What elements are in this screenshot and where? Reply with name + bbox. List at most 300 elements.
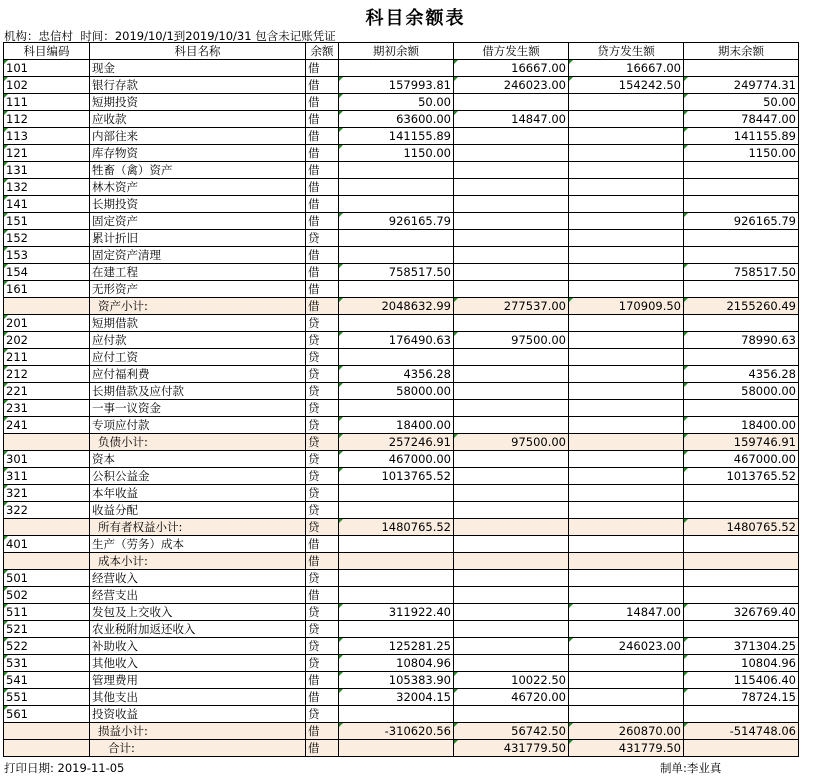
cell-code: 161 [4, 281, 90, 298]
cell-opening: 467000.00 [339, 451, 454, 468]
balance-table [3, 42, 799, 757]
cell-opening [339, 162, 454, 179]
cell-name: 应付工资 [90, 349, 306, 366]
table-row [4, 213, 799, 230]
cell-opening [339, 349, 454, 366]
cell-code: 211 [4, 349, 90, 366]
cell-name: 投资收益 [90, 706, 306, 723]
cell-closing [684, 570, 799, 587]
cell-name: 银行存款 [90, 77, 306, 94]
cell-direction: 借 [306, 740, 339, 757]
cell-debit [454, 128, 569, 145]
table-row [4, 383, 799, 400]
table-row [4, 621, 799, 638]
cell-debit: 16667.00 [454, 60, 569, 77]
cell-debit [454, 247, 569, 264]
cell-opening [339, 196, 454, 213]
cell-opening: 4356.28 [339, 366, 454, 383]
cell-credit [569, 281, 684, 298]
print-date [4, 760, 124, 776]
cell-name: 应收款 [90, 111, 306, 128]
table-row [4, 77, 799, 94]
cell-credit: 260870.00 [569, 723, 684, 740]
table-row [4, 400, 799, 417]
cell-opening: 32004.15 [339, 689, 454, 706]
cell-credit [569, 162, 684, 179]
cell-code: 322 [4, 502, 90, 519]
table-row [4, 655, 799, 672]
cell-closing [684, 587, 799, 604]
cell-direction: 借 [306, 213, 339, 230]
cell-code: 561 [4, 706, 90, 723]
cell-opening: 141155.89 [339, 128, 454, 145]
cell-debit: 46720.00 [454, 689, 569, 706]
cell-direction: 借 [306, 179, 339, 196]
cell-code: 132 [4, 179, 90, 196]
cell-debit [454, 706, 569, 723]
cell-code [4, 519, 90, 536]
cell-name: 在建工程 [90, 264, 306, 281]
table-row [4, 196, 799, 213]
table-row [4, 672, 799, 689]
cell-credit [569, 332, 684, 349]
org-value: 忠信村 [38, 29, 73, 43]
cell-closing: 10804.96 [684, 655, 799, 672]
table-row [4, 264, 799, 281]
cell-code: 212 [4, 366, 90, 383]
cell-debit: 97500.00 [454, 332, 569, 349]
cell-credit [569, 315, 684, 332]
cell-direction: 贷 [306, 383, 339, 400]
cell-name: 现金 [90, 60, 306, 77]
cell-name: 成本小计: [90, 553, 306, 570]
cell-credit [569, 451, 684, 468]
cell-closing [684, 162, 799, 179]
cell-opening [339, 536, 454, 553]
cell-closing: 926165.79 [684, 213, 799, 230]
cell-code: 141 [4, 196, 90, 213]
cell-opening [339, 247, 454, 264]
cell-name: 固定资产 [90, 213, 306, 230]
cell-name: 专项应付款 [90, 417, 306, 434]
cell-closing: 4356.28 [684, 366, 799, 383]
table-row [4, 706, 799, 723]
cell-closing: 758517.50 [684, 264, 799, 281]
cell-closing [684, 230, 799, 247]
cell-opening: 1013765.52 [339, 468, 454, 485]
cell-code [4, 553, 90, 570]
table-row [4, 230, 799, 247]
cell-opening: 758517.50 [339, 264, 454, 281]
cell-closing: 326769.40 [684, 604, 799, 621]
cell-name: 负债小计: [90, 434, 306, 451]
cell-credit [569, 383, 684, 400]
cell-code: 111 [4, 94, 90, 111]
cell-credit [569, 247, 684, 264]
cell-code: 231 [4, 400, 90, 417]
cell-debit [454, 196, 569, 213]
cell-debit: 277537.00 [454, 298, 569, 315]
cell-name: 短期借款 [90, 315, 306, 332]
cell-name: 短期投资 [90, 94, 306, 111]
cell-closing [684, 247, 799, 264]
cell-closing: 141155.89 [684, 128, 799, 145]
cell-credit: 170909.50 [569, 298, 684, 315]
cell-credit: 16667.00 [569, 60, 684, 77]
table-row [4, 587, 799, 604]
col-header-direction: 余额 [306, 43, 339, 60]
maker-label: 制单: [660, 761, 687, 775]
cell-closing [684, 740, 799, 757]
cell-credit [569, 179, 684, 196]
cell-code [4, 434, 90, 451]
cell-credit: 14847.00 [569, 604, 684, 621]
cell-opening: 926165.79 [339, 213, 454, 230]
cell-direction: 贷 [306, 230, 339, 247]
cell-debit [454, 604, 569, 621]
cell-closing: 78447.00 [684, 111, 799, 128]
cell-opening [339, 553, 454, 570]
cell-closing: 249774.31 [684, 77, 799, 94]
cell-code: 501 [4, 570, 90, 587]
cell-credit: 431779.50 [569, 740, 684, 757]
col-header-opening: 期初余额 [339, 43, 454, 60]
table-row [4, 417, 799, 434]
cell-opening: 10804.96 [339, 655, 454, 672]
cell-credit [569, 94, 684, 111]
table-row [4, 366, 799, 383]
cell-direction: 贷 [306, 468, 339, 485]
cell-closing [684, 196, 799, 213]
cell-credit [569, 485, 684, 502]
cell-closing [684, 349, 799, 366]
cell-code: 201 [4, 315, 90, 332]
cell-direction: 贷 [306, 366, 339, 383]
cell-name: 收益分配 [90, 502, 306, 519]
cell-code [4, 298, 90, 315]
table-body [4, 60, 799, 757]
table-row [4, 162, 799, 179]
period-value: 2019/10/1到2019/10/31 [114, 29, 252, 43]
cell-credit: 246023.00 [569, 638, 684, 655]
cell-closing: 1013765.52 [684, 468, 799, 485]
cell-name: 林木资产 [90, 179, 306, 196]
cell-name: 长期借款及应付款 [90, 383, 306, 400]
cell-debit: 97500.00 [454, 434, 569, 451]
cell-name: 其他收入 [90, 655, 306, 672]
cell-code: 154 [4, 264, 90, 281]
cell-debit [454, 485, 569, 502]
cell-code: 301 [4, 451, 90, 468]
cell-debit [454, 570, 569, 587]
cell-name: 公积公益金 [90, 468, 306, 485]
cell-closing [684, 281, 799, 298]
cell-opening [339, 740, 454, 757]
cell-direction: 贷 [306, 638, 339, 655]
cell-direction: 贷 [306, 621, 339, 638]
cell-direction: 贷 [306, 519, 339, 536]
cell-code: 202 [4, 332, 90, 349]
cell-direction: 借 [306, 689, 339, 706]
cell-debit [454, 400, 569, 417]
cell-closing [684, 60, 799, 77]
cell-credit [569, 689, 684, 706]
cell-debit: 56742.50 [454, 723, 569, 740]
cell-credit: 154242.50 [569, 77, 684, 94]
cell-direction: 借 [306, 536, 339, 553]
cell-debit [454, 621, 569, 638]
cell-credit [569, 553, 684, 570]
cell-direction: 借 [306, 94, 339, 111]
cell-closing: 50.00 [684, 94, 799, 111]
cell-name: 固定资产清理 [90, 247, 306, 264]
cell-name: 补助收入 [90, 638, 306, 655]
org-label: 机构： [4, 29, 39, 43]
cell-direction: 借 [306, 247, 339, 264]
cell-direction: 借 [306, 264, 339, 281]
cell-closing: 78724.15 [684, 689, 799, 706]
cell-code: 511 [4, 604, 90, 621]
cell-code: 321 [4, 485, 90, 502]
cell-debit [454, 145, 569, 162]
cell-name: 所有者权益小计: [90, 519, 306, 536]
cell-code: 102 [4, 77, 90, 94]
col-header-closing: 期末余额 [684, 43, 799, 60]
cell-credit [569, 349, 684, 366]
cell-credit [569, 417, 684, 434]
cell-direction: 借 [306, 111, 339, 128]
cell-direction: 贷 [306, 502, 339, 519]
cell-closing [684, 400, 799, 417]
cell-credit [569, 264, 684, 281]
cell-code: 131 [4, 162, 90, 179]
report-title: 科目余额表 [365, 8, 466, 29]
table-row [4, 604, 799, 621]
cell-direction: 贷 [306, 434, 339, 451]
cell-debit [454, 264, 569, 281]
subtotal-row [4, 434, 799, 451]
cell-code: 522 [4, 638, 90, 655]
table-row [4, 536, 799, 553]
print-date-value: 2019-11-05 [57, 761, 125, 775]
cell-opening: 125281.25 [339, 638, 454, 655]
cell-direction: 借 [306, 281, 339, 298]
cell-name: 本年收益 [90, 485, 306, 502]
cell-closing [684, 536, 799, 553]
cell-name: 经营支出 [90, 587, 306, 604]
cell-name: 生产（劳务）成本 [90, 536, 306, 553]
table-row [4, 502, 799, 519]
cell-debit [454, 519, 569, 536]
cell-opening [339, 502, 454, 519]
cell-direction: 贷 [306, 570, 339, 587]
cell-name: 其他支出 [90, 689, 306, 706]
cell-opening [339, 60, 454, 77]
cell-direction: 贷 [306, 349, 339, 366]
cell-debit [454, 94, 569, 111]
cell-code: 551 [4, 689, 90, 706]
cell-debit [454, 162, 569, 179]
cell-closing: 467000.00 [684, 451, 799, 468]
cell-opening: 257246.91 [339, 434, 454, 451]
cell-opening [339, 570, 454, 587]
cell-credit [569, 672, 684, 689]
table-row [4, 145, 799, 162]
table-row [4, 570, 799, 587]
cell-direction: 借 [306, 672, 339, 689]
table-row [4, 315, 799, 332]
cell-direction: 贷 [306, 400, 339, 417]
cell-direction: 借 [306, 77, 339, 94]
cell-direction: 借 [306, 60, 339, 77]
cell-credit [569, 400, 684, 417]
table-row [4, 638, 799, 655]
cell-debit [454, 230, 569, 247]
cell-code: 221 [4, 383, 90, 400]
cell-opening: 2048632.99 [339, 298, 454, 315]
cell-credit [569, 128, 684, 145]
cell-opening [339, 485, 454, 502]
subtotal-row [4, 723, 799, 740]
cell-opening [339, 230, 454, 247]
col-header-credit: 贷方发生额 [569, 43, 684, 60]
table-row [4, 468, 799, 485]
cell-code: 541 [4, 672, 90, 689]
header-row [4, 43, 799, 60]
cell-closing [684, 706, 799, 723]
cell-opening: 157993.81 [339, 77, 454, 94]
cell-code: 101 [4, 60, 90, 77]
subtotal-row [4, 519, 799, 536]
cell-opening [339, 400, 454, 417]
cell-debit [454, 315, 569, 332]
maker [660, 760, 721, 776]
cell-code: 153 [4, 247, 90, 264]
cell-closing: 58000.00 [684, 383, 799, 400]
cell-name: 经营收入 [90, 570, 306, 587]
cell-closing: 78990.63 [684, 332, 799, 349]
cell-debit: 431779.50 [454, 740, 569, 757]
cell-opening: 18400.00 [339, 417, 454, 434]
cell-direction: 贷 [306, 315, 339, 332]
cell-opening: 1480765.52 [339, 519, 454, 536]
cell-name: 发包及上交收入 [90, 604, 306, 621]
cell-opening [339, 179, 454, 196]
table-row [4, 179, 799, 196]
cell-code: 113 [4, 128, 90, 145]
cell-code: 311 [4, 468, 90, 485]
cell-name: 资产小计: [90, 298, 306, 315]
table-row [4, 689, 799, 706]
cell-name: 资本 [90, 451, 306, 468]
cell-credit [569, 536, 684, 553]
cell-debit [454, 383, 569, 400]
table-row [4, 485, 799, 502]
col-header-debit: 借方发生额 [454, 43, 569, 60]
cell-direction: 贷 [306, 604, 339, 621]
cell-opening: 105383.90 [339, 672, 454, 689]
cell-credit [569, 570, 684, 587]
cell-name: 长期投资 [90, 196, 306, 213]
cell-credit [569, 145, 684, 162]
cell-direction: 贷 [306, 417, 339, 434]
cell-debit [454, 366, 569, 383]
cell-code: 521 [4, 621, 90, 638]
cell-code: 151 [4, 213, 90, 230]
cell-credit [569, 111, 684, 128]
cell-code: 401 [4, 536, 90, 553]
table-row [4, 247, 799, 264]
print-date-label: 打印日期: [4, 761, 54, 775]
col-header-name: 科目名称 [90, 43, 306, 60]
cell-opening: 50.00 [339, 94, 454, 111]
cell-closing: 2155260.49 [684, 298, 799, 315]
total-row [4, 740, 799, 757]
table-row [4, 60, 799, 77]
cell-opening [339, 621, 454, 638]
cell-opening: 63600.00 [339, 111, 454, 128]
cell-opening [339, 587, 454, 604]
cell-direction: 贷 [306, 706, 339, 723]
cell-code: 121 [4, 145, 90, 162]
cell-closing [684, 179, 799, 196]
cell-name: 合计: [90, 740, 306, 757]
cell-credit [569, 621, 684, 638]
cell-code [4, 740, 90, 757]
cell-closing: 115406.40 [684, 672, 799, 689]
cell-credit [569, 468, 684, 485]
subtotal-row [4, 553, 799, 570]
cell-debit [454, 553, 569, 570]
cell-name: 一事一议资金 [90, 400, 306, 417]
cell-debit [454, 179, 569, 196]
cell-debit: 10022.50 [454, 672, 569, 689]
cell-debit [454, 451, 569, 468]
cell-opening: -310620.56 [339, 723, 454, 740]
cell-closing [684, 315, 799, 332]
cell-credit [569, 587, 684, 604]
cell-code: 502 [4, 587, 90, 604]
cell-name: 无形资产 [90, 281, 306, 298]
cell-direction: 借 [306, 128, 339, 145]
cell-name: 应付款 [90, 332, 306, 349]
cell-opening [339, 315, 454, 332]
cell-name: 累计折旧 [90, 230, 306, 247]
cell-opening [339, 281, 454, 298]
cell-debit [454, 502, 569, 519]
cell-direction: 借 [306, 723, 339, 740]
cell-name: 管理费用 [90, 672, 306, 689]
cell-closing [684, 621, 799, 638]
cell-credit [569, 196, 684, 213]
subtotal-row [4, 298, 799, 315]
cell-direction: 贷 [306, 332, 339, 349]
cell-debit [454, 638, 569, 655]
cell-closing: 1480765.52 [684, 519, 799, 536]
cell-name: 应付福利费 [90, 366, 306, 383]
cell-direction: 贷 [306, 451, 339, 468]
cell-debit [454, 655, 569, 672]
cell-code: 241 [4, 417, 90, 434]
cell-name: 牲畜（禽）资产 [90, 162, 306, 179]
cell-code [4, 723, 90, 740]
cell-debit [454, 213, 569, 230]
cell-credit [569, 213, 684, 230]
cell-direction: 借 [306, 196, 339, 213]
cell-credit [569, 502, 684, 519]
cell-opening: 58000.00 [339, 383, 454, 400]
cell-closing: 159746.91 [684, 434, 799, 451]
